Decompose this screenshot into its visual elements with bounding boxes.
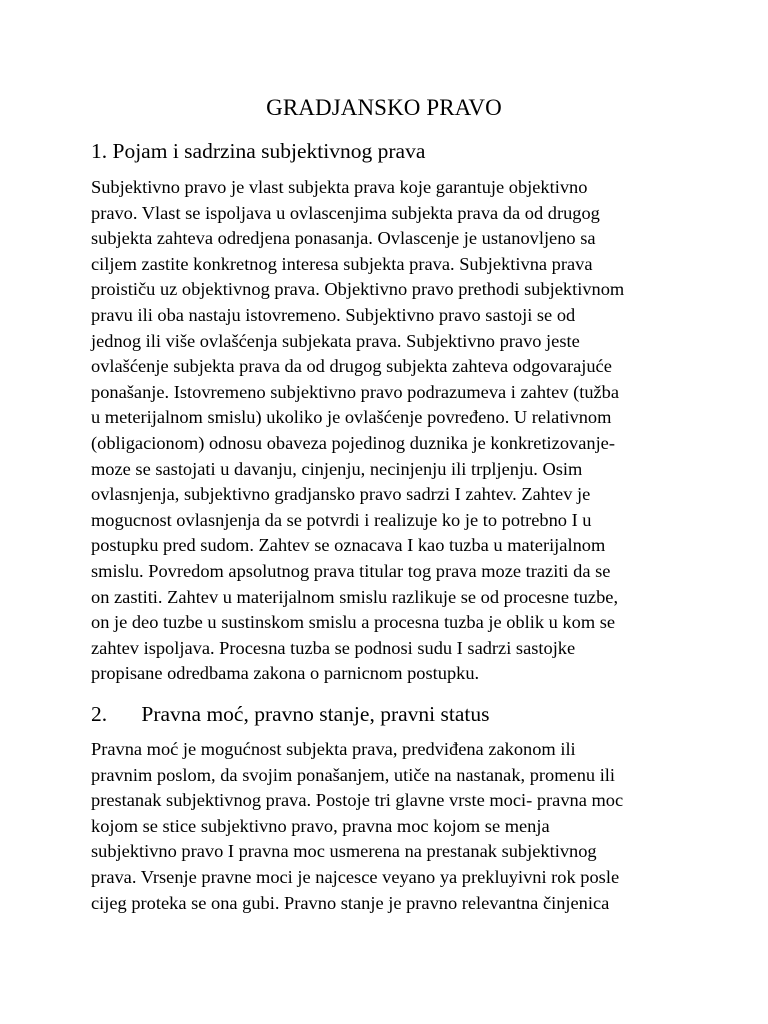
section-2-paragraph (91, 737, 691, 916)
section-2-heading (91, 700, 489, 728)
paragraph-line: cijeg proteka se ona gubi. Pravno stanje je pravno relevantna činjenica (91, 892, 610, 913)
section-2-title: Pravna moć, pravno stanje, pravni status (141, 702, 490, 726)
paragraph-line: moze se sastojati u davanju, cinjenju, necinjenju ili trpljenju. Osim (91, 458, 583, 479)
paragraph-line: proističu uz objektivnog prava. Objektivno pravo prethodi subjektivnom (91, 279, 625, 300)
paragraph-line: Subjektivno pravo je vlast subjekta prava koje garantuje objektivno (91, 177, 588, 197)
paragraph-line: smislu. Povredom apsolutnog prava titular tog prava moze traziti da se (91, 560, 611, 581)
paragraph-line: pravnim poslom, da svojim ponašanjem, utiče na nastanak, promenu ili (91, 764, 616, 785)
paragraph-line: jednog ili više ovlašćenja subjekata prava. Subjektivno pravo jeste (91, 330, 580, 351)
paragraph-line: subjektivno pravo I pravna moc usmerena na prestanak subjektivnog (91, 841, 597, 862)
paragraph-line: ovlašćenje subjekta prava da od drugog subjekta zahteva odgovarajuće (91, 356, 612, 377)
paragraph-line: subjekta zahteva odredjena ponasanja. Ovlascenje je ustanovljeno sa (91, 228, 596, 249)
paragraph-line: (obligacionom) odnosu obaveza pojedinog duznika je konkretizovanje- (91, 432, 615, 453)
section-1-title: Pojam i sadrzina subjektivnog prava (112, 139, 426, 163)
paragraph-line: ciljem zastite konkretnog interesa subjekta prava. Subjektivna prava (91, 253, 593, 274)
paragraph-line: u meterijalnom smislu) ukoliko je ovlašćenje povređeno. U relativnom (91, 407, 612, 428)
paragraph-line: Pravna moć je mogućnost subjekta prava, predviđena zakonom ili (91, 739, 576, 759)
section-1-heading (91, 137, 425, 165)
section-1-paragraph (91, 175, 691, 687)
paragraph-line: on je deo tuzbe u sustinskom smislu a procesna tuzba je oblik u kom se (91, 612, 616, 633)
paragraph-line: postupku pred sudom. Zahtev se oznacava I kao tuzba u materijalnom (91, 535, 606, 556)
paragraph-line: on zastiti. Zahtev u materijalnom smislu razlikuje se od procesne tuzbe, (91, 586, 619, 607)
paragraph-line: propisane odredbama zakona o parnicnom postupku. (91, 663, 480, 684)
section-2-number: 2. (91, 702, 108, 726)
paragraph-line: prava. Vrsenje pravne moci je najcesce veyano ya prekluyivni rok posle (91, 866, 620, 887)
paragraph-line: pravo. Vlast se ispoljava u ovlascenjima subjekta prava da od drugog (91, 202, 600, 223)
paragraph-line: prestanak subjektivnog prava. Postoje tri glavne vrste moci- pravna moc (91, 790, 624, 811)
section-1-number: 1. (91, 139, 108, 163)
paragraph-line: zahtev ispoljava. Procesna tuzba se podnosi sudu I sadrzi sastojke (91, 637, 576, 658)
document-title: GRADJANSKO PRAVO (266, 95, 502, 120)
paragraph-line: ovlasnjenja, subjektivno gradjansko pravo sadrzi I zahtev. Zahtev je (91, 484, 591, 505)
paragraph-line: ponašanje. Istovremeno subjektivno pravo podrazumeva i zahtev (tužba (91, 381, 620, 402)
paragraph-line: pravu ili oba nastaju istovremeno. Subjektivno pravo sastoji se od (91, 304, 576, 325)
paragraph-line: kojom se stice subjektivno pravo, pravna moc kojom se menja (91, 815, 550, 836)
paragraph-line: mogucnost ovlasnjenja da se potvrdi i realizuje ko je to potrebno I u (91, 509, 592, 530)
